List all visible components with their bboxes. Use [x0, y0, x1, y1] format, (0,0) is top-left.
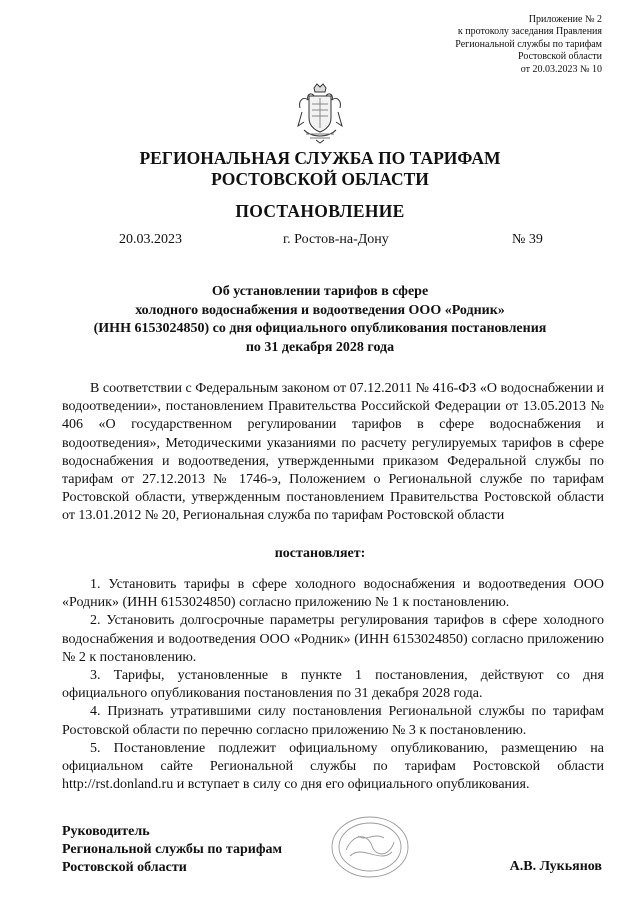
appendix-line: Ростовской области [518, 51, 602, 63]
document-city: г. Ростов-на-Дону [283, 232, 389, 247]
document-date: 20.03.2023 [119, 232, 182, 247]
preamble-paragraph: В соответствии с Федеральным законом от 07.12.2011 № 416-ФЗ «О водоснабжении и водоотведении», постановлением Правительства Российской Федерации от 13.05.2013 № 406 «О государственном регулировании тарифов в сфере водоснабжения и водоотведения», Методическими указаниями по расчету регулируемых тарифов в сфере водоснабжения и водоотведения, утвержденными приказом Федеральной службы по тарифам от 27.12.2013 № 1746-э, Положением о Региональной службе по тарифам Ростовской области, утвержденным постановлением Правительства Ростовской области от 13.01.2012 № 20, Региональная служба по тарифам Ростовской области [62, 381, 604, 524]
subject-line: Об установлении тарифов в сфере [211, 284, 429, 299]
coat-of-arms-icon [294, 82, 346, 144]
appendix-line: Приложение № 2 [528, 14, 602, 25]
document-number: № 39 [512, 232, 543, 247]
appendix-line: к протоколу заседания Правления [457, 26, 602, 38]
digital-signature-stamp-icon [328, 812, 412, 882]
document-subject [62, 283, 578, 357]
org-name-line-2: РОСТОВСКОЙ ОБЛАСТИ [211, 169, 429, 189]
subject-line: холодного водоснабжения и водоотведения ООО «Родник» [135, 302, 505, 318]
document-type-title: ПОСТАНОВЛЕНИЕ [235, 201, 405, 221]
signatory-title-line: Руководитель [62, 824, 150, 839]
resolution-item: 3. Тарифы, установленные в пункте 1 постановления, действуют со дня официального опубликования постановления по 31 декабря 2028 года. [62, 668, 604, 702]
appendix-line: Региональной службы по тарифам [455, 38, 602, 50]
subject-line: (ИНН 6153024850) со дня официального опубликования постановления [93, 321, 547, 336]
resolution-item: 4. Признать утратившими силу постановления Региональной службы по тарифам Ростовской области по перечню согласно приложению № 3 к постановлению. [62, 704, 604, 738]
resolution-item: 5. Постановление подлежит официальному опубликованию, размещению на официальном сайте Региональной службы по тарифам Ростовской области http://rst.donland.ru и вступает в силу со дня его официального опубликования. [62, 740, 604, 793]
resolution-item: 1. Установить тарифы в сфере холодного водоснабжения и водоотведения ООО «Родник» (ИНН 6153024850) согласно приложению № 1 к постановлению. [62, 577, 604, 611]
signatory-title-line: Ростовской области [62, 860, 187, 875]
appendix-line: от 20.03.2023 № 10 [520, 63, 602, 75]
signatory-title [62, 823, 282, 877]
signatory-name: А.В. Лукьянов [509, 859, 602, 874]
resolution-item: 2. Установить долгосрочные параметры регулирования тарифов в сфере холодного водоснабжения и водоотведения ООО «Родник» (ИНН 6153024850) согласно приложению № 2 к постановлению. [62, 613, 604, 665]
resolution-items [62, 576, 604, 794]
signatory-title-line: Региональной службы по тарифам [62, 842, 283, 857]
subject-line: по 31 декабря 2028 года [245, 339, 395, 355]
appendix-note [342, 14, 602, 76]
preamble-block [62, 380, 604, 526]
decree-word: постановляет: [274, 546, 366, 561]
org-name-line-1: РЕГИОНАЛЬНАЯ СЛУЖБА ПО ТАРИФАМ [139, 148, 501, 168]
